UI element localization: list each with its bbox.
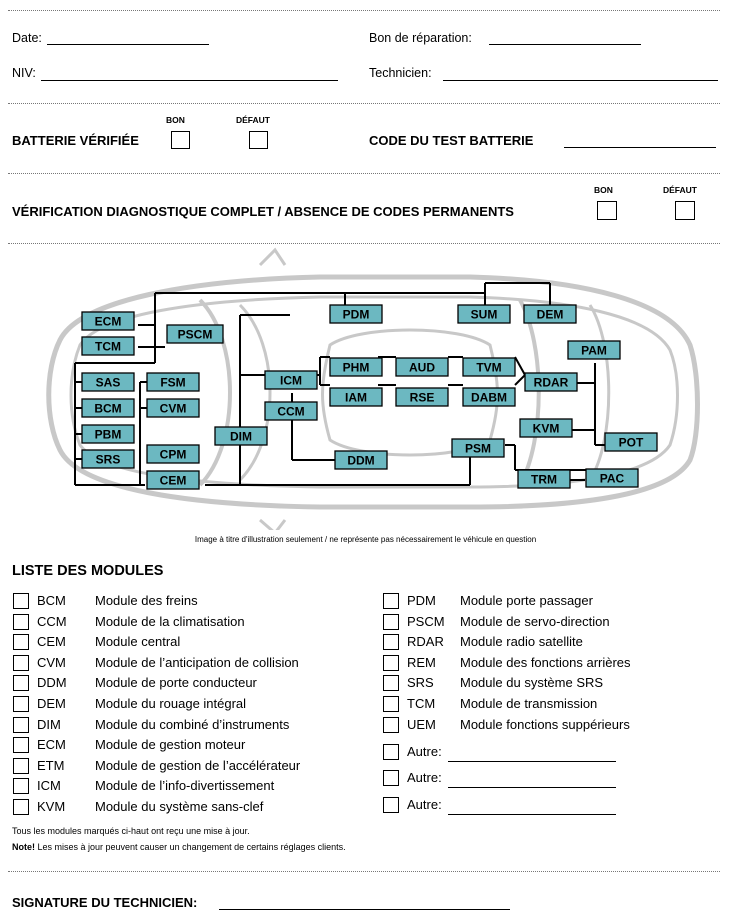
module-ccm	[265, 402, 317, 420]
date-label: Date:	[12, 31, 42, 45]
module-description: Module de gestion de l’accélérateur	[95, 757, 301, 773]
module-trm	[518, 470, 570, 488]
technician-label: Technicien:	[369, 66, 432, 80]
module-checkbox[interactable]	[13, 778, 29, 794]
module-dem	[524, 305, 576, 323]
battery-good-checkbox[interactable]	[171, 131, 190, 149]
battery-checked-label: BATTERIE VÉRIFIÉE	[12, 133, 139, 148]
svg-text:SAS: SAS	[95, 375, 121, 390]
module-code: DEM	[37, 696, 66, 711]
module-ecm	[82, 312, 134, 330]
module-sum	[458, 305, 510, 323]
module-code: ICM	[37, 778, 61, 794]
module-psm	[452, 439, 504, 457]
module-checkbox[interactable]	[13, 593, 29, 609]
battery-test-code-field[interactable]	[564, 147, 716, 148]
module-description: Module des fonctions arrières	[460, 654, 631, 670]
divider	[8, 243, 720, 244]
other-checkbox[interactable]	[383, 770, 399, 786]
svg-text:AUD: AUD	[409, 360, 435, 375]
note-text: Les mises à jour peuvent causer un changement de certains réglages clients.	[35, 842, 346, 852]
notes-line1: Tous les modules marqués ci-haut ont reçu une mise à jour.	[12, 826, 250, 836]
battery-fault-header: DÉFAUT	[236, 115, 270, 125]
svg-text:PAM: PAM	[581, 343, 607, 358]
svg-text:CVM: CVM	[159, 401, 187, 416]
module-checkbox[interactable]	[383, 614, 399, 630]
module-code: DDM	[37, 675, 67, 691]
module-code: RDAR	[407, 634, 444, 650]
module-code: UEM	[407, 716, 436, 732]
diagnostic-fault-checkbox[interactable]	[675, 201, 695, 220]
module-pdm	[330, 305, 382, 323]
notes-line2	[12, 842, 346, 852]
svg-text:PAC: PAC	[599, 471, 625, 486]
svg-text:PBM: PBM	[94, 427, 122, 442]
svg-text:DIM: DIM	[230, 429, 252, 444]
svg-text:CPM: CPM	[159, 447, 187, 462]
module-icm	[265, 371, 317, 389]
svg-text:CEM: CEM	[159, 473, 187, 488]
svg-text:CCM: CCM	[277, 404, 305, 419]
svg-text:PSCM: PSCM	[177, 327, 213, 342]
svg-text:ECM: ECM	[94, 314, 122, 329]
module-sas	[82, 373, 134, 391]
repair-order-field[interactable]	[489, 44, 641, 45]
diagnostic-fault-header: DÉFAUT	[663, 185, 697, 195]
module-kvm	[520, 419, 572, 437]
diagnostic-good-checkbox[interactable]	[597, 201, 617, 220]
module-description: Module fonctions suppérieurs	[460, 716, 630, 732]
svg-text:SUM: SUM	[470, 307, 498, 322]
module-rdar	[525, 373, 577, 391]
module-bcm	[82, 399, 134, 417]
svg-text:DDM: DDM	[347, 453, 375, 468]
svg-text:TVM: TVM	[476, 360, 502, 375]
svg-text:FSM: FSM	[160, 375, 186, 390]
diagnostic-label: VÉRIFICATION DIAGNOSTIQUE COMPLET / ABSENCE DE CODES PERMANENTS	[12, 204, 514, 219]
module-checkbox[interactable]	[13, 737, 29, 753]
svg-text:SRS: SRS	[95, 452, 121, 467]
module-code: ETM	[37, 757, 65, 773]
module-tcm	[82, 337, 134, 355]
module-description: Module radio satellite	[460, 634, 583, 650]
module-dabm	[463, 388, 515, 406]
module-description: Module du combiné d’instruments	[95, 716, 290, 732]
module-description: Module de transmission	[460, 696, 598, 711]
module-rse	[396, 388, 448, 406]
module-code: SRS	[407, 675, 434, 691]
module-code: TCM	[407, 696, 436, 711]
vin-field[interactable]	[41, 80, 338, 81]
vehicle-network-diagram	[0, 245, 731, 530]
other-label: Autre:	[407, 770, 442, 785]
repair-order-label: Bon de réparation:	[369, 31, 472, 45]
module-code: DIM	[37, 716, 61, 732]
module-list-title: LISTE DES MODULES	[12, 563, 164, 579]
module-checkbox[interactable]	[383, 675, 399, 691]
module-description: Module de gestion moteur	[95, 737, 246, 753]
battery-fault-checkbox[interactable]	[249, 131, 268, 149]
svg-text:PDM: PDM	[342, 307, 370, 322]
module-code: KVM	[37, 799, 66, 814]
module-checkbox[interactable]	[13, 717, 29, 733]
module-checkbox[interactable]	[13, 655, 29, 671]
diagnostic-good-header: BON	[594, 185, 613, 195]
battery-test-code-label: CODE DU TEST BATTERIE	[369, 133, 534, 148]
divider	[8, 173, 720, 174]
divider	[8, 10, 720, 11]
module-code: CVM	[37, 654, 66, 670]
svg-text:RSE: RSE	[409, 390, 435, 405]
other-field[interactable]	[448, 761, 616, 762]
module-description: Module du système SRS	[460, 675, 604, 691]
module-code: ECM	[37, 737, 66, 753]
module-checkbox[interactable]	[383, 634, 399, 650]
module-checkbox[interactable]	[383, 696, 399, 712]
svg-text:TRM: TRM	[531, 472, 557, 487]
module-phm	[330, 358, 382, 376]
other-checkbox[interactable]	[383, 797, 399, 813]
svg-text:PSM: PSM	[464, 441, 492, 456]
module-srs	[82, 450, 134, 468]
module-tvm	[463, 358, 515, 376]
module-description: Module de l’info-divertissement	[95, 778, 275, 794]
module-checkbox[interactable]	[13, 614, 29, 630]
module-code: CEM	[37, 634, 66, 650]
module-dim	[215, 427, 267, 445]
module-cvm	[147, 399, 199, 417]
technician-field[interactable]	[443, 80, 718, 81]
module-checkbox[interactable]	[13, 634, 29, 650]
module-code: PSCM	[407, 613, 445, 629]
svg-text:POT: POT	[618, 435, 644, 450]
signature-field[interactable]	[219, 909, 510, 910]
module-code: PDM	[407, 593, 436, 608]
module-checkbox[interactable]	[383, 655, 399, 671]
module-pac	[586, 469, 638, 487]
module-pscm	[167, 325, 223, 343]
module-aud	[396, 358, 448, 376]
module-description: Module de porte conducteur	[95, 675, 257, 691]
module-fsm	[147, 373, 199, 391]
module-checkbox[interactable]	[13, 799, 29, 815]
module-description: Module de l’anticipation de collision	[95, 654, 299, 670]
note-label: Note!	[12, 842, 35, 852]
divider	[8, 871, 720, 872]
svg-text:DEM: DEM	[536, 307, 564, 322]
module-description: Module de la climatisation	[95, 613, 245, 629]
other-field[interactable]	[448, 787, 616, 788]
battery-good-header: BON	[166, 115, 185, 125]
other-field[interactable]	[448, 814, 616, 815]
module-checkbox[interactable]	[13, 675, 29, 691]
module-ddm	[335, 451, 387, 469]
module-code: BCM	[37, 593, 66, 608]
module-description: Module de servo-direction	[460, 613, 610, 629]
divider	[8, 103, 720, 104]
date-field[interactable]	[47, 44, 209, 45]
svg-text:BCM: BCM	[94, 401, 122, 416]
module-description: Module porte passager	[460, 593, 593, 608]
svg-text:PHM: PHM	[342, 360, 370, 375]
svg-text:ICM: ICM	[280, 373, 302, 388]
module-code: CCM	[37, 613, 67, 629]
other-label: Autre:	[407, 744, 442, 759]
other-checkbox[interactable]	[383, 744, 399, 760]
module-pot	[605, 433, 657, 451]
module-description: Module du rouage intégral	[95, 696, 247, 711]
module-pbm	[82, 425, 134, 443]
svg-text:RDAR: RDAR	[533, 375, 569, 390]
module-pam	[568, 341, 620, 359]
module-checkbox[interactable]	[13, 696, 29, 712]
module-iam	[330, 388, 382, 406]
module-checkbox[interactable]	[383, 593, 399, 609]
module-code: REM	[407, 654, 436, 670]
module-checkbox[interactable]	[383, 717, 399, 733]
module-checkbox[interactable]	[13, 758, 29, 774]
svg-text:DABM: DABM	[471, 390, 507, 405]
other-label: Autre:	[407, 797, 442, 812]
module-cem	[147, 471, 199, 489]
module-cpm	[147, 445, 199, 463]
signature-label: SIGNATURE DU TECHNICIEN:	[12, 895, 198, 910]
svg-text:IAM: IAM	[345, 390, 367, 405]
svg-text:KVM: KVM	[532, 421, 560, 436]
module-description: Module du système sans-clef	[95, 799, 264, 814]
svg-text:TCM: TCM	[95, 339, 121, 354]
vin-label: NIV:	[12, 66, 36, 80]
diagram-caption-text: Image à titre d'illustration seulement / ne représente pas nécessairement le véhicule en question	[194, 535, 537, 544]
module-description: Module central	[95, 634, 181, 650]
module-description: Module des freins	[95, 593, 198, 608]
